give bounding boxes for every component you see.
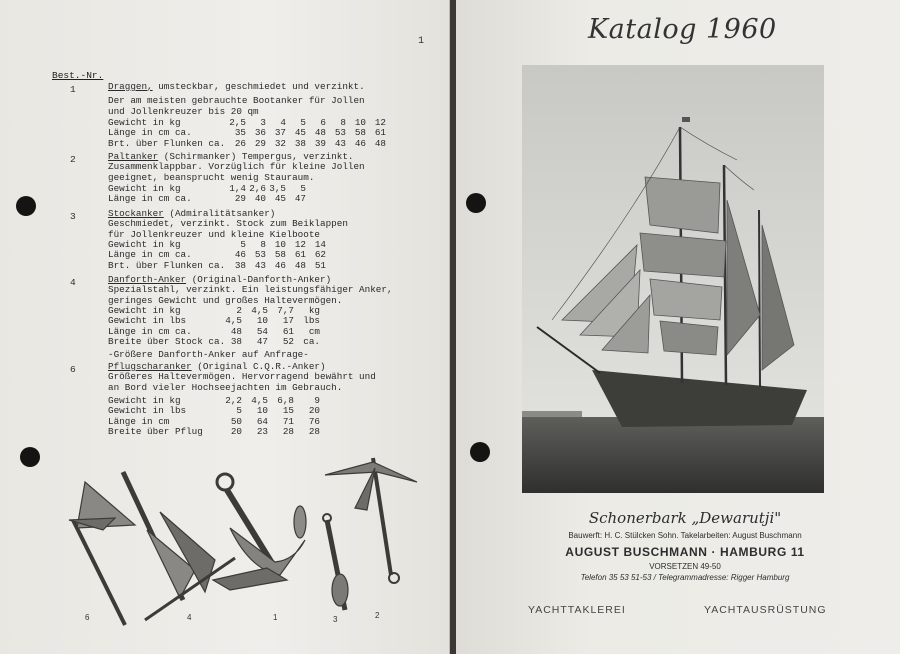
plough-anchor-image bbox=[69, 482, 135, 625]
figure-label-4: 4 bbox=[187, 613, 192, 622]
item-name-6: Pflugscharanker bbox=[108, 361, 192, 372]
stockless-anchor-image bbox=[213, 474, 306, 590]
item-table-6 bbox=[108, 396, 320, 437]
table-row: Gewicht in kg 2 4,5 7,7 kg bbox=[108, 305, 320, 316]
folding-anchor-image bbox=[325, 458, 417, 583]
table-row: Länge in cm ca. 48 54 61 cm bbox=[108, 325, 320, 337]
footer-yachttaklerei: YACHTTAKLEREI bbox=[528, 604, 626, 616]
item-number-6: 6 bbox=[70, 364, 76, 375]
figure-label-1: 1 bbox=[273, 613, 278, 622]
item-table-3 bbox=[108, 240, 326, 271]
item-table-4 bbox=[108, 306, 320, 347]
table-row: Gewicht in kg 2,5 3 4 5 6 8 10 12 bbox=[108, 117, 386, 128]
item-title-rest-4: (Original-Danforth-Anker) bbox=[186, 274, 332, 285]
table-row: Gewicht in kg 1,4 2,6 3,5 5 bbox=[108, 183, 306, 194]
item-note-4: -Größere Danforth-Anker auf Anfrage- bbox=[108, 349, 309, 360]
item-description-3: Geschmiedet, verzinkt. Stock zum Beiklappen für Jollenkreuzer und kleine Kielboote bbox=[108, 218, 348, 240]
table-row: Breite über Stock ca. 38 47 52 ca. bbox=[108, 335, 320, 347]
catalog-title: Katalog 1960 bbox=[588, 14, 777, 45]
item-table-2 bbox=[108, 184, 306, 205]
stock-anchor-image bbox=[323, 514, 348, 610]
company-name: AUGUST BUSCHMANN · HAMBURG 11 bbox=[565, 545, 805, 559]
item-title-rest-1: umsteckbar, geschmiedet und verzinkt. bbox=[152, 81, 365, 92]
binder-hole bbox=[20, 447, 40, 467]
binder-hole bbox=[470, 442, 490, 462]
item-title-1 bbox=[108, 82, 365, 93]
item-description-1: Der am meisten gebrauchte Bootanker für Jollen und Jollenkreuzer bis 20 qm bbox=[108, 95, 365, 117]
item-title-rest-2: (Schirmanker) Tempergus, verzinkt. bbox=[158, 151, 354, 162]
item-name-1: Draggen, bbox=[108, 81, 153, 92]
table-row: Gewicht in lbs 5 10 15 20 bbox=[108, 405, 320, 417]
item-number-3: 3 bbox=[70, 211, 76, 222]
item-table-1 bbox=[108, 118, 386, 149]
order-number-header: Best.-Nr. bbox=[52, 70, 104, 81]
item-description-6: Größeres Haltevermögen. Hervorragend bewährt und an Bord vieler Hochseejachten im Gebrauch. bbox=[108, 371, 376, 393]
anchor-illustration bbox=[55, 450, 435, 635]
table-row: Gewicht in kg 5 8 10 12 14 bbox=[108, 239, 326, 250]
table-row: Gewicht in lbs 4,5 10 17 lbs bbox=[108, 315, 320, 327]
item-description-4: Spezialstahl, verzinkt. Ein leistungsfähiger Anker, geringes Gewicht und großes Haltevermögen. bbox=[108, 284, 393, 306]
sailing-ship-image bbox=[522, 65, 824, 493]
company-telephone: Telefon 35 53 51-53 / Telegrammadresse: Rigger Hamburg bbox=[580, 573, 790, 582]
footer-yachtausruestung: YACHTAUSRÜSTUNG bbox=[704, 604, 827, 616]
danforth-anchor-image bbox=[123, 472, 235, 620]
table-row: Gewicht in kg 2,2 4,5 6,8 9 bbox=[108, 395, 320, 406]
builder-info: Bauwerft: H. C. Stülcken Sohn. Takelarbeiten: August Buschmann bbox=[568, 531, 802, 540]
anchor-photographs bbox=[55, 450, 435, 635]
table-row: Breite über Pflug 20 23 28 28 bbox=[108, 425, 320, 437]
item-name-4: Danforth-Anker bbox=[108, 274, 187, 285]
company-address: VORSETZEN 49-50 bbox=[649, 562, 721, 571]
item-number-1: 1 bbox=[70, 84, 76, 95]
table-row: Länge in cm ca. 29 40 45 47 bbox=[108, 193, 306, 205]
table-row: Länge in cm ca. 35 36 37 45 48 53 58 61 bbox=[108, 127, 386, 139]
ship-name: Schonerbark „Dewarutji" bbox=[588, 509, 782, 527]
table-row: Länge in cm ca. 46 53 58 61 62 bbox=[108, 249, 326, 261]
item-name-3: Stockanker bbox=[108, 208, 164, 219]
figure-label-2: 2 bbox=[375, 611, 380, 620]
figure-label-3: 3 bbox=[333, 615, 338, 624]
table-row: Brt. über Flunken ca. 38 43 46 48 51 bbox=[108, 259, 326, 271]
item-number-2: 2 bbox=[70, 154, 76, 165]
table-row: Länge in cm 50 64 71 76 bbox=[108, 415, 320, 427]
item-title-rest-6: (Original C.Q.R.-Anker) bbox=[191, 361, 326, 372]
table-row: Brt. über Flunken ca. 26 29 32 38 39 43 46 48 bbox=[108, 137, 386, 149]
item-name-2: Paltanker bbox=[108, 151, 159, 162]
item-description-2: Zusammenklappbar. Vorzüglich für kleine Jollen geeignet, beansprucht wenig Stauraum. bbox=[108, 161, 365, 183]
item-number-4: 4 bbox=[70, 277, 76, 288]
binder-hole bbox=[466, 193, 486, 213]
binder-hole bbox=[16, 196, 36, 216]
figure-label-6: 6 bbox=[85, 613, 90, 622]
page-number: 1 bbox=[418, 36, 425, 47]
item-title-rest-3: (Admiralitätsanker) bbox=[163, 208, 276, 219]
ship-photograph bbox=[522, 65, 824, 493]
